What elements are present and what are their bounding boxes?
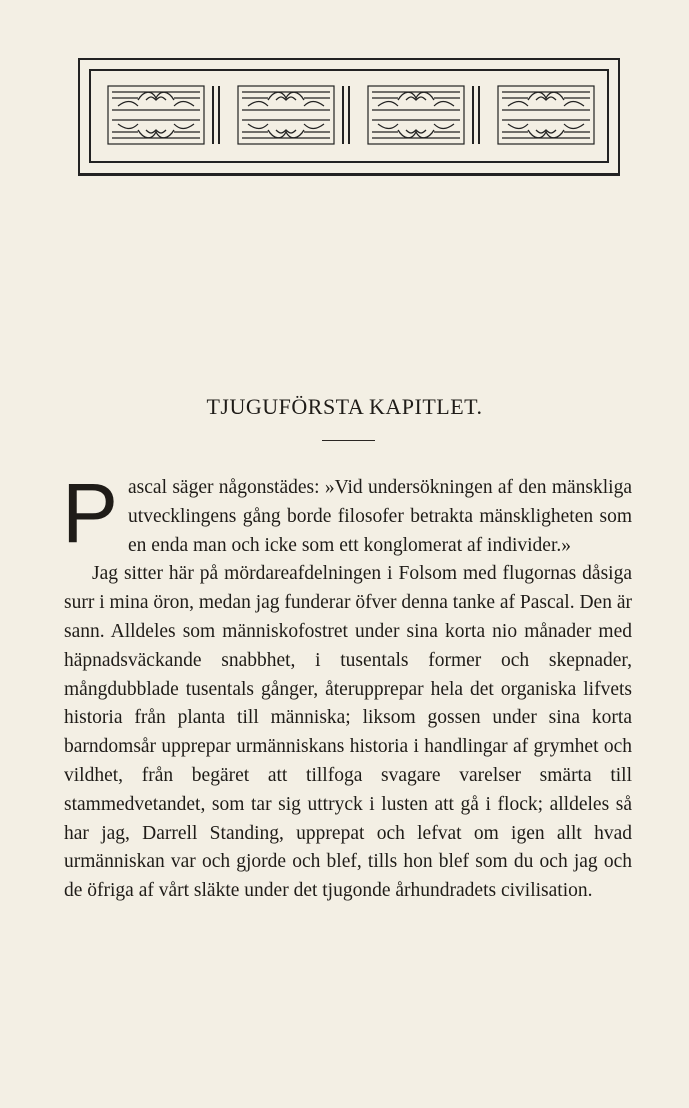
ornament-panel [108,86,204,144]
drop-cap-letter: P [62,466,119,560]
ornament-graphic [78,58,620,176]
chapter-title: TJUGUFÖRSTA KAPITLET. [206,394,483,419]
paragraph-1 [62,466,632,560]
title-divider [322,440,375,441]
ornamental-header-border [78,58,620,176]
paragraph-2: Jag sitter här på mördareafdelningen i Folsom med flugornas dåsiga surr i mina öron, medan jag funderar öfver denna tanke af Pascal. Den är sann. Alldeles som människofostret under sina korta nio månader med häpnadsväckande snabbhet, i tusentals former och skepnader, mångdubblade tusentals gånger, återupprepar hela det organiska lifvets historia från planta till människa; liksom gossen under sina korta barndomsår upprepar urmänniskans historia i handlingar af grymhet och vildhet, från begäret att tillfoga svagare varelser smärta till stammedvetandet, som tar sig uttryck i lusten att gå i flock; alldeles så har jag, Darrell Standing, upprepat och lefvat om igen allt hvad urmänniskan var och gjorde och blef, tills hon blef som du och jag och de öfriga af vårt släkte under det tjugonde århundradets civilisation. [64,563,632,902]
paragraph-1-text: ascal säger någonstädes: »Vid undersökningen af den mänskliga utvecklingens gång borde filosofer betrakta mänskligheten som en enda man och icke som ett konglomerat af individer.» [128,477,632,556]
chapter-body [62,466,632,906]
